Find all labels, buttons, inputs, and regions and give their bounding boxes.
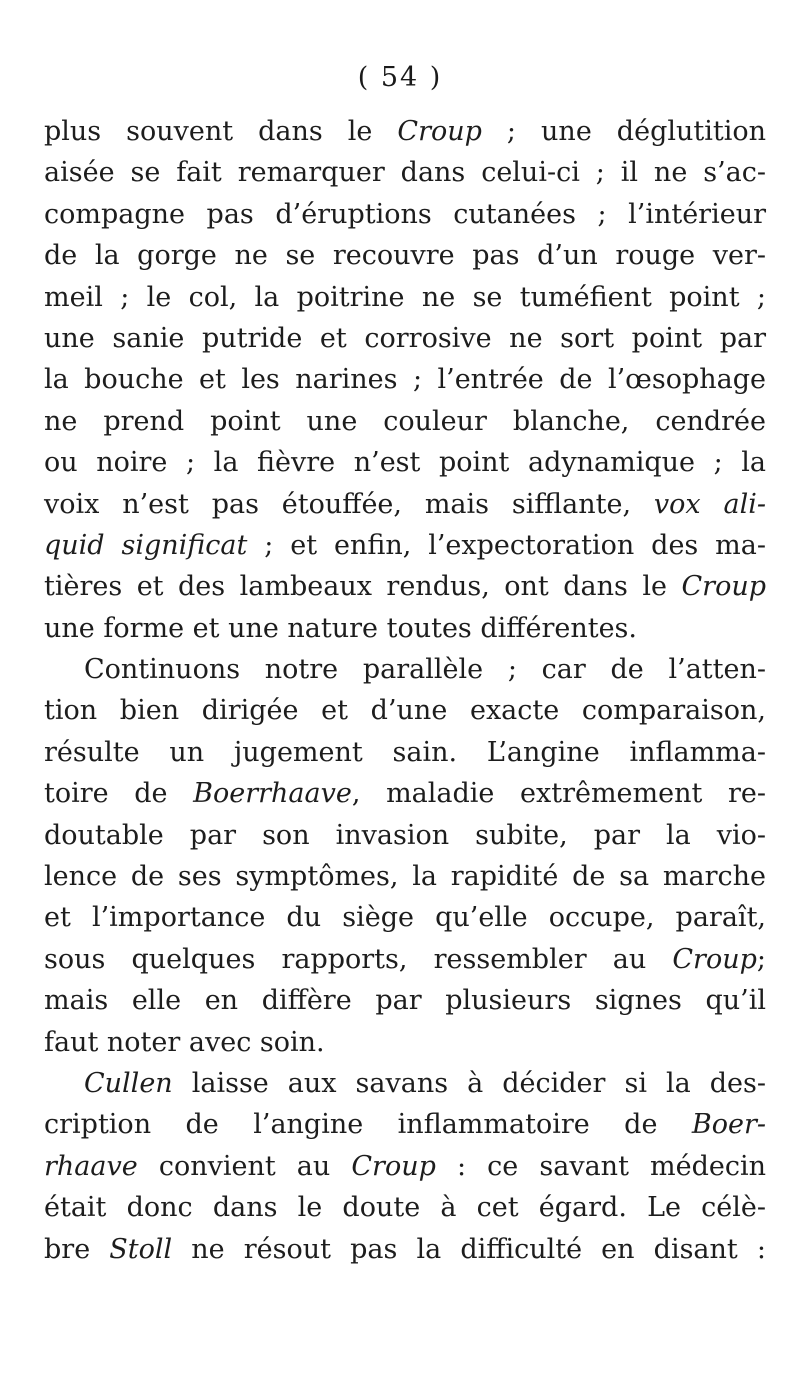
text-run: toire de (44, 778, 194, 810)
text-line (44, 152, 766, 193)
text-run: aisée se fait remarquer dans celui-ci ; il ne s’ac- (44, 157, 766, 189)
text-line (44, 1063, 766, 1104)
text-run: de la gorge ne se recouvre pas d’un rouge ver- (44, 240, 766, 272)
text-line (44, 608, 766, 649)
text-line (44, 442, 766, 483)
text-run: résulte un jugement sain. L’angine inflamma- (44, 736, 766, 768)
text-line (44, 690, 766, 731)
text-run: , maladie extrêmement re- (351, 778, 766, 810)
italic-text: quid significat (44, 529, 248, 561)
text-run: sous quelques rapports, ressembler au (44, 943, 673, 975)
body-text (44, 111, 766, 1270)
text-line (44, 111, 766, 152)
text-line (44, 773, 766, 814)
text-run: une sanie putride et corrosive ne sort point par (44, 322, 766, 354)
text-line (44, 649, 766, 690)
text-run: cription de l’angine inflammatoire de (44, 1109, 692, 1141)
text-run: ne prend point une couleur blanche, cendrée (44, 405, 766, 437)
text-line (44, 318, 766, 359)
text-line (44, 1104, 766, 1145)
italic-text: Stoll (109, 1233, 173, 1265)
text-line (44, 1229, 766, 1270)
text-run: ne résout pas la difficulté en disant : (172, 1233, 766, 1265)
text-run: compagne pas d’éruptions cutanées ; l’intérieur (44, 198, 766, 230)
text-run: lence de ses symptômes, la rapidité de sa marche (44, 861, 766, 893)
italic-text: Croup (351, 1150, 436, 1182)
text-run: voix n’est pas étouffée, mais sifflante, (44, 488, 654, 520)
text-line (44, 235, 766, 276)
text-run: laisse aux savans à décider si la des- (172, 1067, 766, 1099)
italic-text: Cullen (84, 1067, 173, 1099)
page-number: ( 54 ) (357, 62, 443, 93)
text-run: faut noter avec soin. (44, 1026, 325, 1058)
text-run: Continuons notre parallèle ; car de l’atten- (84, 654, 766, 686)
text-line (44, 1146, 766, 1187)
text-run: bre (44, 1233, 110, 1265)
text-run: ; une déglutition (481, 116, 766, 147)
text-run: doutable par son invasion subite, par la vio- (44, 819, 766, 851)
text-run: plus souvent dans le (44, 116, 398, 147)
text-line (44, 277, 766, 318)
text-line (44, 815, 766, 856)
italic-text: Croup (681, 571, 766, 603)
text-line (44, 566, 766, 607)
text-run: la bouche et les narines ; l’entrée de l’œsophage (44, 364, 766, 396)
text-run: ; et enfin, l’expectoration des ma- (247, 529, 766, 561)
italic-text: Boer- (691, 1109, 766, 1141)
text-line (44, 401, 766, 442)
italic-text: Croup (672, 943, 757, 975)
text-run: tières et des lambeaux rendus, ont dans le (44, 571, 682, 603)
text-line (44, 1022, 766, 1063)
text-line (44, 897, 766, 938)
text-line (44, 1187, 766, 1228)
text-line (44, 980, 766, 1021)
text-line (44, 856, 766, 897)
text-line (44, 939, 766, 980)
text-run: était donc dans le doute à cet égard. Le célè- (44, 1192, 766, 1224)
italic-text: rhaave (44, 1150, 138, 1182)
text-run: ou noire ; la fièvre n’est point adynamique ; la (44, 447, 766, 479)
text-run: mais elle en diffère par plusieurs signes qu’il (44, 985, 766, 1017)
italic-text: Boerrhaave (193, 778, 352, 810)
text-run: tion bien dirigée et d’une exacte comparaison, (44, 695, 766, 727)
text-run: ; (756, 943, 766, 975)
italic-text: vox ali- (653, 488, 766, 520)
text-run: une forme et une nature toutes différentes. (44, 612, 637, 644)
italic-text: Croup (397, 116, 482, 147)
text-line (44, 194, 766, 235)
text-line (44, 484, 766, 525)
text-line (44, 525, 766, 566)
text-run: et l’importance du siège qu’elle occupe, paraît, (44, 902, 766, 934)
text-run: convient au (137, 1150, 352, 1182)
text-line (44, 359, 766, 400)
text-line (44, 732, 766, 773)
text-run: : ce savant médecin (435, 1150, 767, 1182)
text-run: meil ; le col, la poitrine ne se tuméfient point ; (44, 281, 766, 313)
